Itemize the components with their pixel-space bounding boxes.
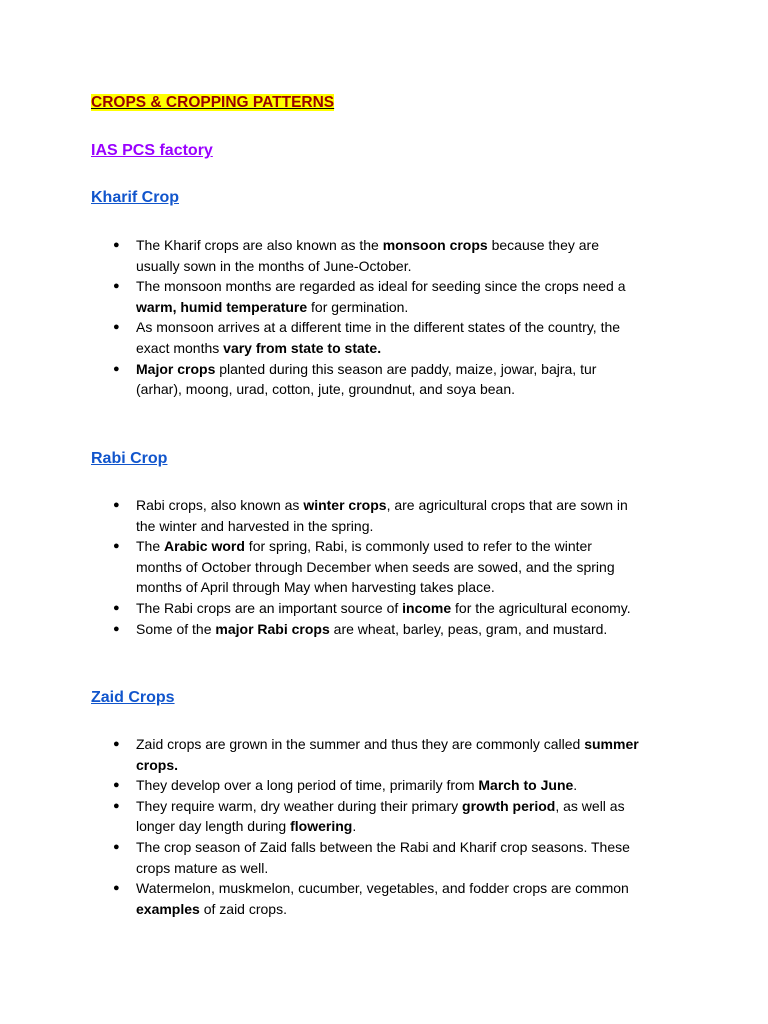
list-item <box>136 734 686 775</box>
list-item <box>136 775 686 796</box>
list-item-line <box>136 734 686 755</box>
text-run: Zaid crops are grown in the summer and thus they are commonly called <box>136 736 585 752</box>
list-item <box>136 619 686 640</box>
list-item <box>136 317 686 358</box>
bold-text: vary from state to state. <box>223 339 382 356</box>
text-run: exact months <box>136 339 224 356</box>
bold-text: Arabic word <box>164 538 245 555</box>
list-item <box>136 359 686 400</box>
text-run: They develop over a long period of time, primarily from <box>136 777 479 794</box>
text-run: are wheat, barley, peas, gram, and mustard. <box>329 620 608 637</box>
text-run: usually sown in the months of June-October. <box>136 257 412 274</box>
list-item <box>136 796 686 837</box>
bold-text: major Rabi crops <box>215 620 330 637</box>
bullet-list-rabi <box>0 495 768 639</box>
document-title-text: CROPS & CROPPING PATTERNS <box>91 94 335 111</box>
bold-text: March to June <box>478 777 574 794</box>
text-run: for germination. <box>307 298 409 315</box>
list-item-line <box>136 775 686 796</box>
bullet-list-kharif <box>0 235 768 400</box>
bold-text: Major crops <box>136 360 216 377</box>
bold-text: examples <box>136 900 200 917</box>
text-run: , as well as <box>555 797 625 814</box>
list-item-line <box>136 516 686 537</box>
list-item-line <box>136 557 686 578</box>
text-run: months of April through May when harvesting takes place. <box>136 579 495 596</box>
list-item-line <box>136 379 686 400</box>
section-heading-rabi: Rabi Crop <box>91 450 168 467</box>
document-title <box>91 93 334 113</box>
bullet-list-zaid <box>0 734 768 919</box>
list-item-line <box>136 359 686 380</box>
bold-text: monsoon crops <box>382 237 488 253</box>
list-item-line <box>136 878 686 899</box>
list-item-line <box>136 577 686 598</box>
text-run: for spring, Rabi, is commonly used to refer to the winter <box>244 538 592 555</box>
text-run: Some of the <box>136 620 216 637</box>
text-run: planted during this season are paddy, maize, jowar, bajra, tur <box>215 360 597 377</box>
bold-text: growth period <box>462 797 556 814</box>
list-item-line <box>136 755 686 776</box>
text-run: The Rabi crops are an important source of <box>136 599 403 616</box>
text-run: the winter and harvested in the spring. <box>136 517 374 534</box>
text-run: They require warm, dry weather during their primary <box>136 797 463 814</box>
list-item-line <box>136 837 686 858</box>
text-run: . <box>573 777 578 794</box>
bold-text: warm, humid temperature <box>136 298 308 315</box>
brand-heading: IAS PCS factory <box>91 142 213 159</box>
list-item-line <box>136 297 686 318</box>
list-item-line <box>136 338 686 359</box>
list-item-line <box>136 235 686 256</box>
list-item-line <box>136 816 686 837</box>
list-item-line <box>136 536 686 557</box>
list-item-line <box>136 317 686 338</box>
text-run: , are agricultural crops that are sown in <box>386 497 628 513</box>
list-item-line <box>136 619 686 640</box>
text-run: crops mature as well. <box>136 859 269 876</box>
text-run: because they are <box>487 237 599 253</box>
list-item-line <box>136 598 686 619</box>
text-run: The <box>136 538 165 555</box>
text-run: (arhar), moong, urad, cotton, jute, groundnut, and soya bean. <box>136 381 516 398</box>
text-run: The monsoon months are regarded as ideal for seeding since the crops need a <box>136 278 626 295</box>
list-item <box>136 276 686 317</box>
text-run: . <box>352 818 357 835</box>
text-run: As monsoon arrives at a different time in the different states of the country, the <box>136 319 621 336</box>
section-heading-kharif: Kharif Crop <box>91 189 179 206</box>
list-item <box>136 837 686 878</box>
list-item <box>136 536 686 598</box>
list-item <box>136 878 686 919</box>
list-item-line <box>136 276 686 297</box>
list-item-line <box>136 899 686 920</box>
list-item <box>136 598 686 619</box>
bold-text: summer <box>584 736 639 752</box>
list-item-line <box>136 495 686 516</box>
bold-text: income <box>402 599 452 616</box>
text-run: Watermelon, muskmelon, cucumber, vegetables, and fodder crops are common <box>136 880 629 897</box>
bold-text: crops. <box>136 756 179 773</box>
text-run: longer day length during <box>136 818 291 835</box>
list-item-line <box>136 858 686 879</box>
section-heading-zaid: Zaid Crops <box>91 689 175 706</box>
list-item <box>136 495 686 536</box>
text-run: months of October through December when seeds are sowed, and the spring <box>136 558 615 575</box>
text-run: Rabi crops, also known as <box>136 497 304 513</box>
text-run: The Kharif crops are also known as the <box>136 237 383 253</box>
text-run: The crop season of Zaid falls between the Rabi and Kharif crop seasons. These <box>136 838 630 855</box>
list-item-line <box>136 796 686 817</box>
list-item-line <box>136 256 686 277</box>
bold-text: winter crops <box>303 497 387 513</box>
list-item <box>136 235 686 276</box>
text-run: of zaid crops. <box>199 900 287 917</box>
text-run: for the agricultural economy. <box>451 599 631 616</box>
bold-text: flowering <box>290 818 353 835</box>
